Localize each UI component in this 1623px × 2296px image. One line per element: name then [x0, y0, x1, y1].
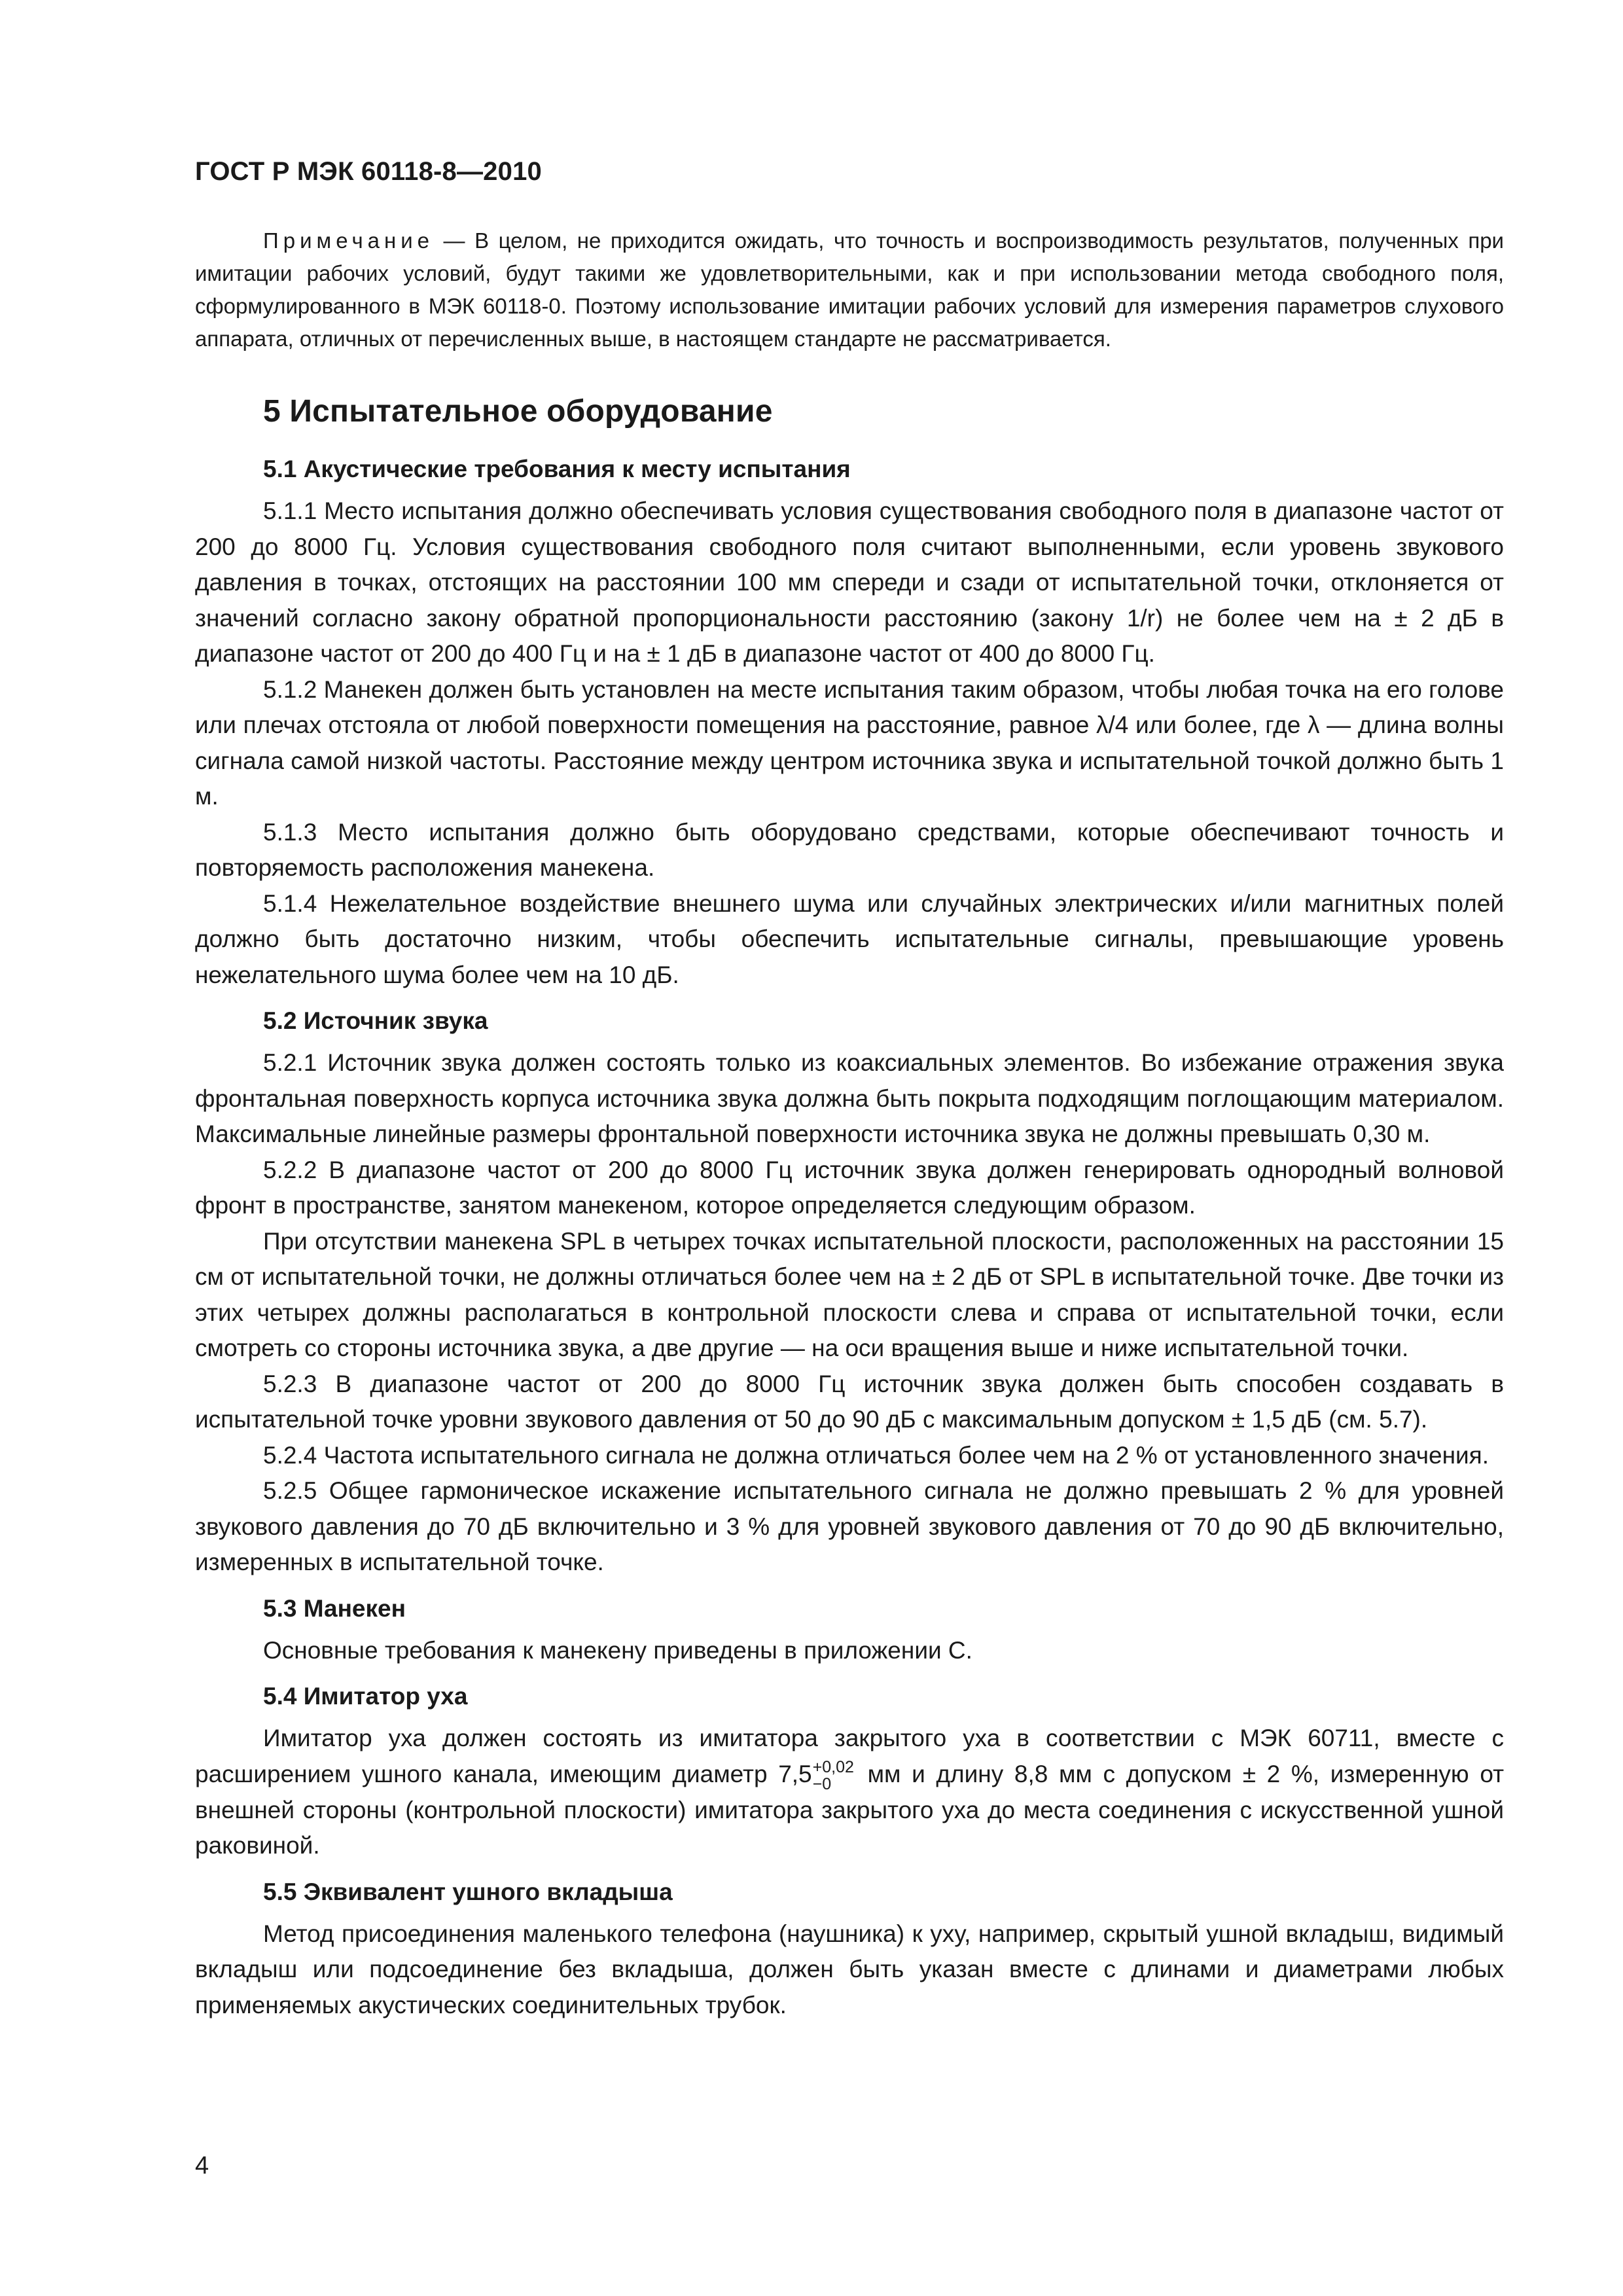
note-text: — В целом, не приходится ожидать, что точность и воспроизводимость результатов, полученных при имитации рабочих условий, будут такими же удовлетворительными, как и при использовании метода свободного поля, сформулированного в МЭК 60118-0. Поэтому использование имитации рабочих условий для измерения параметров слухового аппарата, отличных от перечисленных выше, в настоящем стандарте не рассматривается.	[195, 228, 1504, 351]
section-5-5-title: 5.5 Эквивалент ушного вкладыша	[263, 1878, 673, 1905]
section-5-4-title: 5.4 Имитатор уха	[263, 1683, 468, 1710]
paragraph-5-2-2-continued: При отсутствии манекена SPL в четырех точках испытательной плоскости, расположенных на расстоянии 15 см от испытательной точки, не должны отличаться более чем на ± 2 дБ от SPL в испытательной точке. Две точки из этих четырех должны располагаться в контрольной плоскости слева и справа от испытательной точки, если смотреть со стороны источника звука, а две другие — на оси вращения выше и ниже испытательной точки.	[195, 1227, 1504, 1361]
paragraph-5-1-4: 5.1.4 Нежелательное воздействие внешнего шума или случайных электрических и/или магнитных полей должно быть достаточно низким, чтобы обеспечить испытательные сигналы, превышающие уровень нежелательного шума более чем на 10 дБ.	[195, 889, 1504, 988]
diameter-tolerance	[813, 1759, 854, 1793]
diameter-formula	[778, 1757, 857, 1793]
document-page	[195, 157, 1504, 2023]
paragraph-5-3: Основные требования к манекену приведены в приложении С.	[263, 1636, 972, 1664]
paragraph-5-1-1: 5.1.1 Место испытания должно обеспечивать условия существования свободного поля в диапазоне частот от 200 до 8000 Гц. Условия существования свободного поля считают выполненными, если уровень звукового давления в точках, отстоящих на расстоянии 100 мм спереди и сзади от испытательной точки, отклоняется от значений согласно закону обратной пропорциональности расстоянию (закону 1/r) не более чем на ± 2 дБ в диапазоне частот от 200 до 400 Гц и на ± 1 дБ в диапазоне частот от 400 до 8000 Гц.	[195, 497, 1504, 667]
section-5-3-title: 5.3 Манекен	[263, 1594, 406, 1622]
section-5-title: 5 Испытательное оборудование	[263, 394, 773, 429]
paragraph-5-4-text-before: Имитатор уха должен состоять из имитатора закрытого уха в соответствии с МЭК 60711, вместе с расширением ушного канала, имеющим диаметр	[195, 1725, 1504, 1787]
page-number: 4	[195, 2152, 209, 2179]
paragraph-5-2-4: 5.2.4 Частота испытательного сигнала не должна отличаться более чем на 2 % от установленного значения.	[263, 1441, 1489, 1469]
paragraph-5-1-3: 5.1.3 Место испытания должно быть оборудовано средствами, которые обеспечивают точность и повторяемость расположения манекена.	[195, 818, 1504, 881]
diameter-value: 7,5	[778, 1760, 812, 1787]
paragraph-5-2-5: 5.2.5 Общее гармоническое искажение испытательного сигнала не должно превышать 2 % для уровней звукового давления до 70 дБ включительно и 3 % для уровней звукового давления от 70 до 90 дБ включительно, измеренных в испытательной точке.	[195, 1477, 1504, 1575]
note-label: Примечание	[263, 228, 435, 253]
paragraph-5-4	[195, 1721, 1504, 1864]
tolerance-upper: +0,02	[812, 1757, 854, 1776]
section-5-1-title: 5.1 Акустические требования к месту испытания	[263, 456, 851, 482]
paragraph-5-1-2: 5.1.2 Манекен должен быть установлен на месте испытания таким образом, чтобы любая точка на его голове или плечах отстояла от любой поверхности помещения на расстояние, равное λ/4 или более, где λ — длина волны сигнала самой низкой частоты. Расстояние между центром источника звука и испытательной точкой должно быть 1 м.	[195, 675, 1504, 810]
paragraph-5-2-1: 5.2.1 Источник звука должен состоять только из коаксиальных элементов. Во избежание отражения звука фронтальная поверхность корпуса источника звука должна быть покрыта подходящим поглощающим материалом. Максимальные линейные размеры фронтальной поверхности источника звука не должны превышать 0,30 м.	[195, 1049, 1504, 1147]
document-header: ГОСТ Р МЭК 60118-8—2010	[195, 157, 542, 186]
section-5-2-title: 5.2 Источник звука	[263, 1007, 488, 1034]
paragraph-5-2-2: 5.2.2 В диапазоне частот от 200 до 8000 Гц источник звука должен генерировать однородный волновой фронт в пространстве, занятом манекеном, которое определяется следующим образом.	[195, 1156, 1504, 1219]
paragraph-5-4-text-after: мм и длину 8,8 мм с допуском ± 2 %, измеренную от внешней стороны (контрольной плоскости) имитатора закрытого уха до места соединения с искусственной ушной раковиной.	[195, 1760, 1505, 1859]
note-paragraph	[195, 224, 1504, 355]
tolerance-lower: −0	[812, 1774, 832, 1793]
paragraph-5-2-3: 5.2.3 В диапазоне частот от 200 до 8000 Гц источник звука должен быть способен создавать в испытательной точке уровни звукового давления от 50 до 90 дБ с максимальным допуском ± 1,5 дБ (см. 5.7).	[195, 1370, 1504, 1433]
paragraph-5-5: Метод присоединения маленького телефона (наушника) к уху, например, скрытый ушной вкладыш, видимый вкладыш или подсоединение без вкладыша, должен быть указан вместе с длинами и диаметрами любых применяемых акустических соединительных трубок.	[195, 1920, 1504, 2018]
